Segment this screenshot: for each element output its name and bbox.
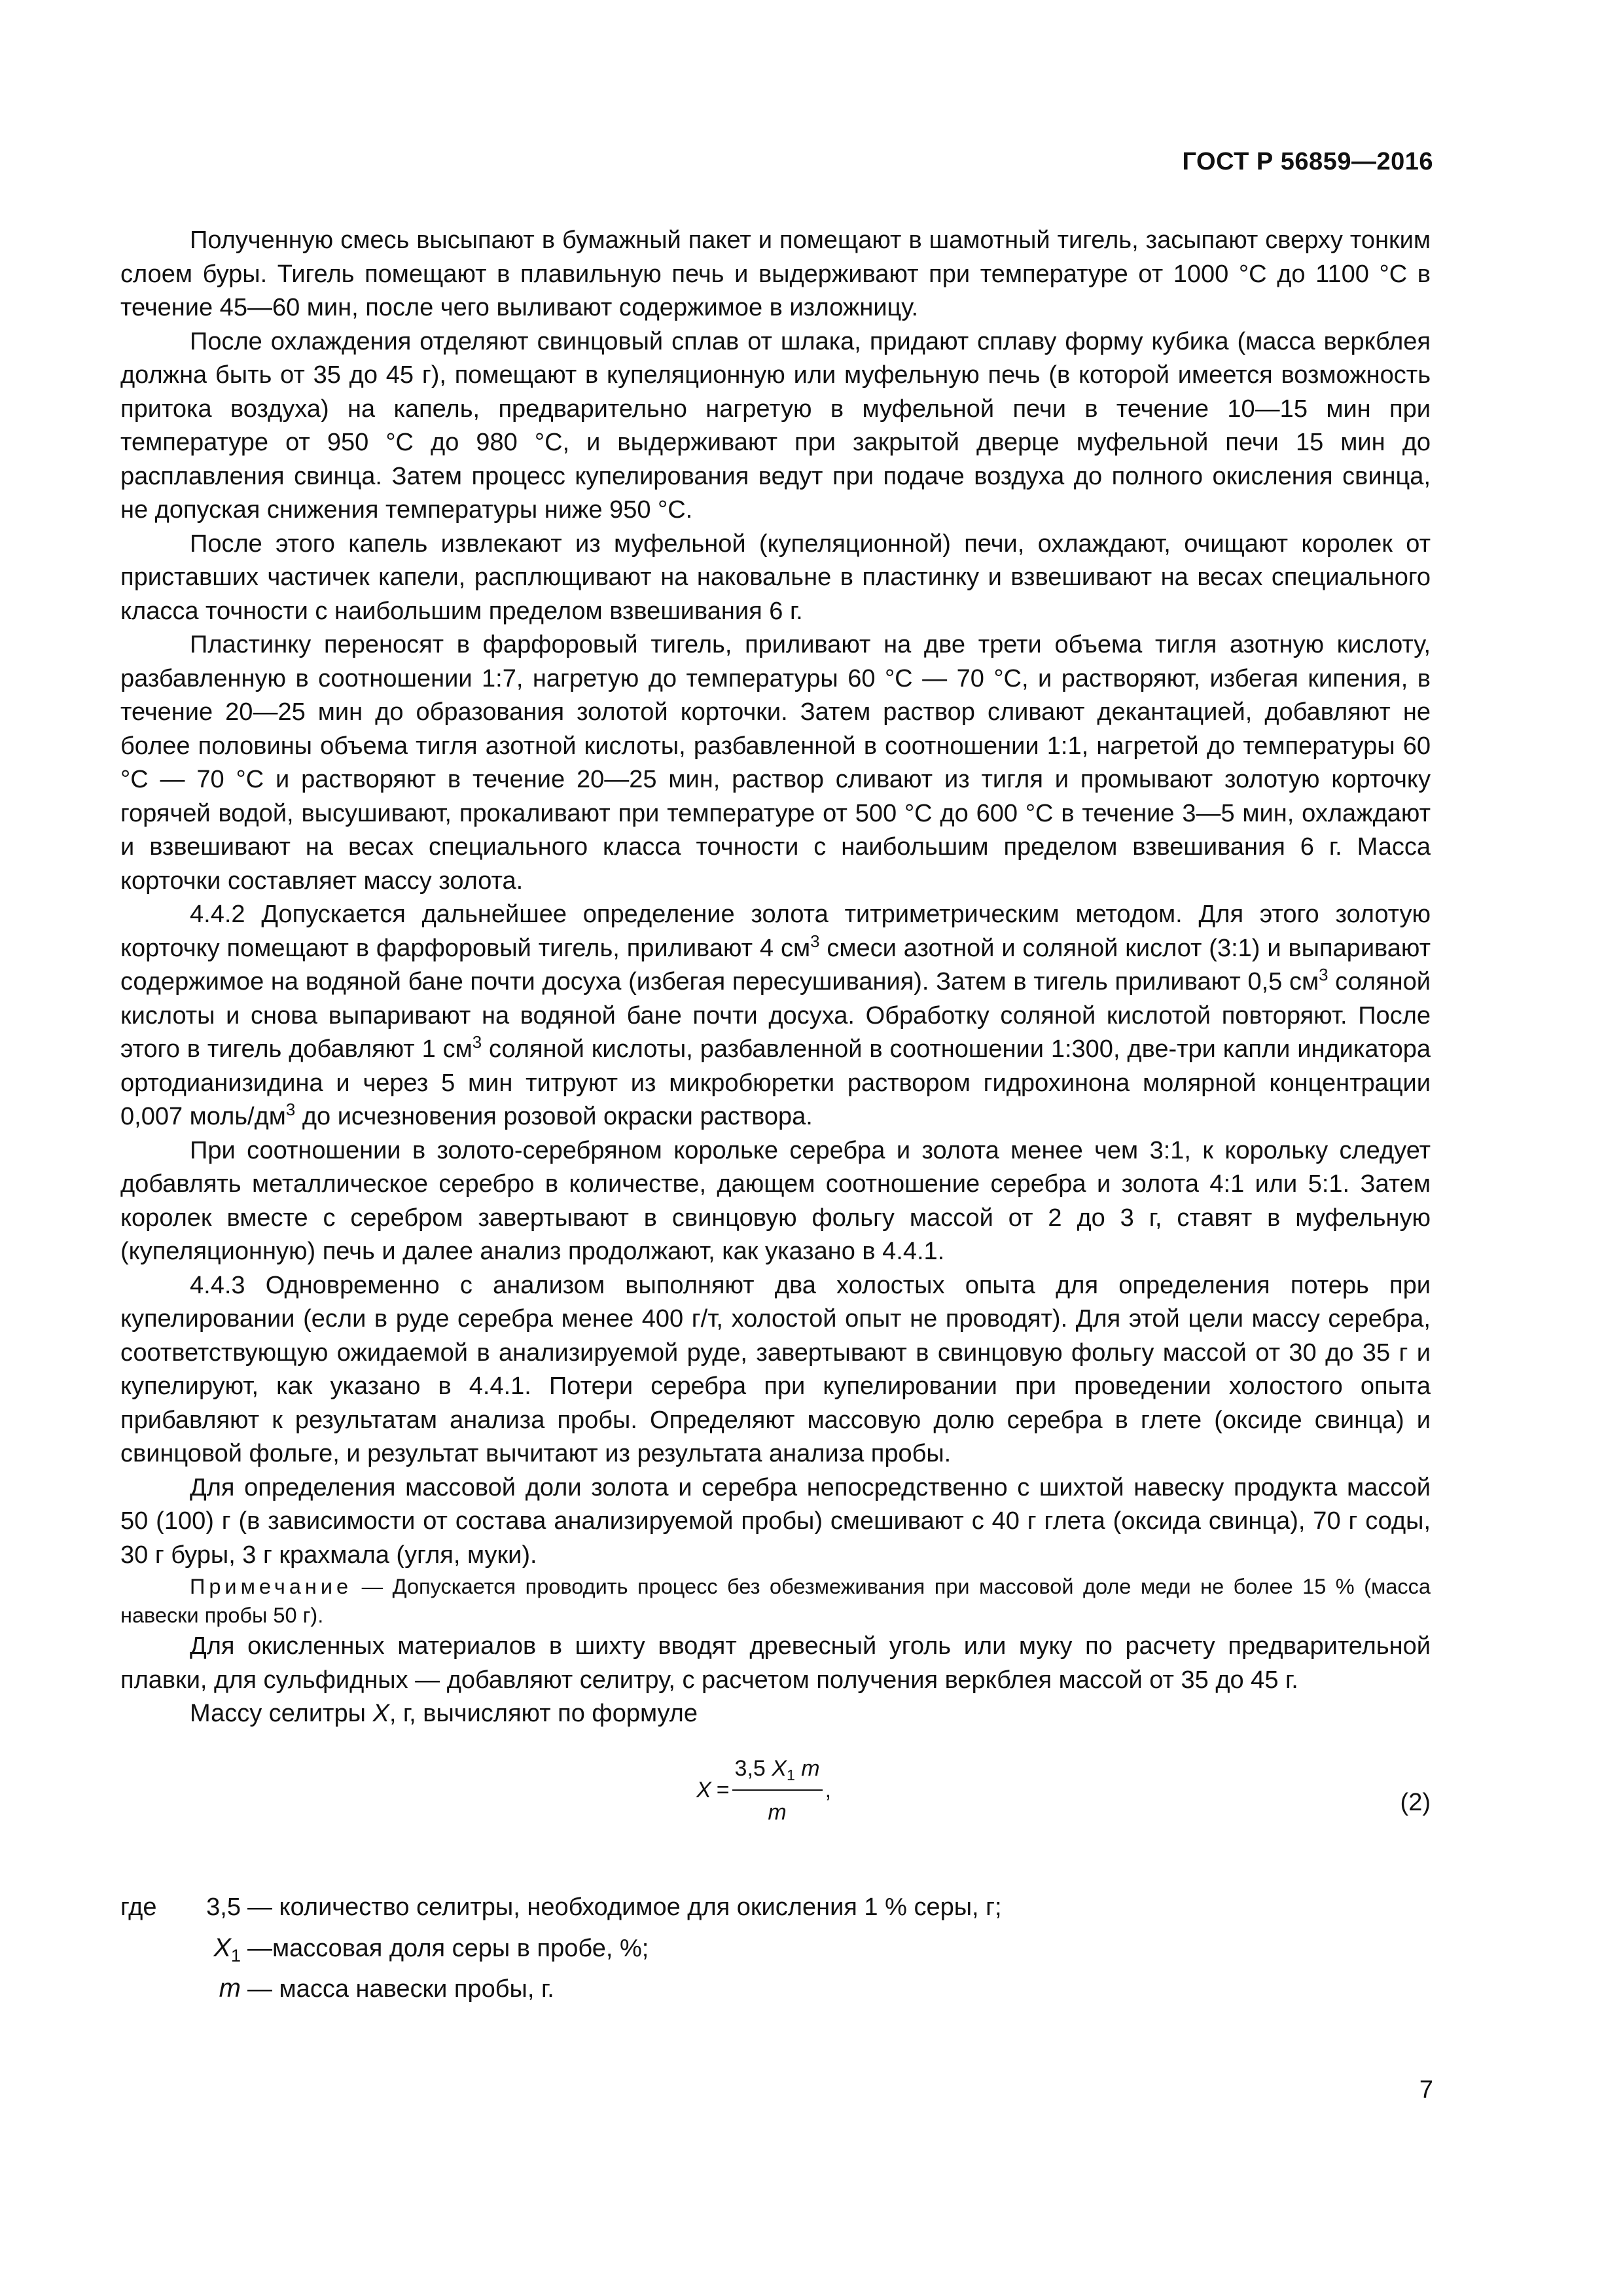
paragraph: Полученную смесь высыпают в бумажный пакет и помещают в шамотный тигель, засыпают сверху тонким слоем буры. Тигель помещают в плавильную печь и выдерживают при температуре от 1000 °С до 1100 °С в течение 45—60 мин, после чего выливают содержимое в изложницу. <box>120 226 1431 321</box>
formula-lhs: X <box>696 1778 711 1803</box>
paragraph: Для окисленных материалов в шихту вводят древесный уголь или муку по расчету предварительной плавки, для сульфидных — добавляют селитру, с расчетом получения веркблея массой от 35 до 45 г. <box>120 1632 1431 1694</box>
variable: X <box>372 1700 389 1727</box>
paragraph-formula-intro <box>120 1697 1431 1731</box>
superscript: 3 <box>810 932 820 951</box>
formula-trailing-comma: , <box>825 1778 832 1803</box>
legend-text: — масса навески пробы, г. <box>247 1975 554 2003</box>
note <box>120 1572 1431 1630</box>
text-segment: до исчезновения розовой окраски раствора. <box>295 1103 813 1130</box>
variable: X <box>213 1933 231 1962</box>
variable-legend <box>120 1891 1431 2013</box>
legend-text: —массовая доля серы в пробе, %; <box>247 1934 649 1962</box>
paragraph: Для определения массовой доли золота и серебра непосредственно с шихтой навеску продукта массой 50 (100) г (в зависимости от состава анализируемой пробы) смешивают с 40 г глета (оксида свинца), 70 г соды, 30 г буры, 3 г крахмала (угля, муки). <box>120 1473 1431 1569</box>
legend-row <box>120 1931 1431 1972</box>
formula-fraction <box>732 1752 823 1830</box>
formula-denominator: m <box>768 1800 787 1825</box>
paragraph: При соотношении в золото-серебряном корольке серебра и золота менее чем 3:1, к корольку следует добавлять металлическое серебро в количестве, дающем соотношение серебра и золота 4:1 или 5:1. Затем королек вместе с серебром завертывают в свинцовую фольгу массой от 2 до 3 г, ставят в муфельную (купеляционную) печь и далее анализ продолжают, как указано в 4.4.1. <box>120 1136 1431 1265</box>
note-text: — Допускается проводить процесс без обезмеживания при массовой доле меди не более 15 % (масса навески пробы 50 г). <box>120 1575 1431 1627</box>
formula-equals: = <box>716 1778 730 1803</box>
superscript: 3 <box>472 1033 482 1052</box>
text-segment: смеси азотной и соляной кислот (3:1) и выпаривают содержимое на водяной бане почти досуха (избегая пересушивания). Затем в тигель приливают 0,5 см <box>120 934 1431 996</box>
legend-symbol: m <box>219 1973 241 2003</box>
text-segment: соляной кислоты, разбавленной в соотношении 1:300, две-три капли индикатора ортодианизидина и через 5 мин титруют из микробюретки раствором гидрохинона молярной концентрации 0,007 моль/дм <box>120 1035 1431 1130</box>
page-number: 7 <box>1419 2076 1433 2104</box>
subscript: 1 <box>230 1945 241 1965</box>
equation-number: (2) <box>1400 1788 1431 1816</box>
superscript: 3 <box>1319 965 1329 984</box>
formula-numerator <box>732 1752 823 1791</box>
document-body <box>120 224 1431 2013</box>
paragraph: После охлаждения отделяют свинцовый сплав от шлака, придают сплаву форму кубика (масса веркблея должна быть от 35 до 45 г), помещают в купеляционную или муфельную печь (в которой имеется возможность притока воздуха) на капель, предварительно нагретую в муфельной печи в течение 10—15 мин при температуре от 950 °С до 980 °С, и выдерживают при закрытой дверце муфельной печи 15 мин до расплавления свинца. Затем процесс купелирования ведут при подаче воздуха до полного окисления свинца, не допуская снижения температуры ниже 950 °С. <box>120 327 1431 524</box>
legend-text: — количество селитры, необходимое для окисления 1 % серы, г; <box>247 1893 1002 1921</box>
legend-row <box>120 1891 1431 1931</box>
formula-block <box>120 1752 1431 1870</box>
paragraph-4-4-3: 4.4.3 Одновременно с анализом выполняют два холостых опыта для определения потерь при купелировании (если в руде серебра менее 400 г/т, холостой опыт не проводят). Для этой цели массу серебра, соответствующую ожидаемой в анализируемой руде, завертывают в свинцовую фольгу массой от 30 до 35 г и купелируют, как указано в 4.4.1. Потери серебра при купелировании при проведении холостого опыта прибавляют к результатам анализа пробы. Определяют массовую долю серебра в глете (оксиде свинца) и свинцовой фольге, и результат вычитают из результата анализа пробы. <box>120 1271 1431 1467</box>
paragraph: Пластинку переносят в фарфоровый тигель, приливают на две трети объема тигля азотную кислоту, разбавленную в соотношении 1:7, нагретую до температуры 60 °С — 70 °С, и растворяют, избегая кипения, в течение 20—25 мин до образования золотой корточки. Затем раствор сливают декантацией, добавляют не более половины объема тигля азотной кислоты, разбавленной в соотношении 1:1, нагретой до температуры 60 °С — 70 °С и растворяют в течение 20—25 мин, раствор сливают из тигля и промывают золотую корточку горячей водой, высушивают, прокаливают при температуре от 500 °С до 600 °С в течение 3—5 мин, охлаждают и взвешивают на весах специального класса точности с наибольшим пределом взвешивания 6 г. Масса корточки составляет массу золота. <box>120 631 1431 895</box>
note-label: Примечание <box>190 1575 353 1598</box>
legend-symbol: 3,5 <box>206 1893 241 1921</box>
text-segment: , г, вычисляют по формуле <box>389 1700 698 1727</box>
legend-symbol <box>175 1931 245 1965</box>
coefficient: 3,5 <box>734 1755 772 1781</box>
legend-row <box>120 1972 1431 2013</box>
formula <box>696 1752 831 1830</box>
legend-lead: где <box>120 1893 157 1921</box>
paragraph: После этого капель извлекают из муфельной (купеляционной) печи, охлаждают, очищают королек от приставших частичек капели, расплющивают на наковальне в пластинку и взвешивают на весах специального класса точности с наибольшим пределом взвешивания 6 г. <box>120 529 1431 625</box>
superscript: 3 <box>285 1100 296 1119</box>
text-segment: Массу селитры <box>190 1700 373 1727</box>
text-segment: 4.4.2 Допускается дальнейшее определение золота титриметрическим методом. Для этого золотую корточку помещают в фарфоровый тигель, приливают 4 см <box>120 901 1431 962</box>
variable: X <box>772 1755 787 1781</box>
paragraph-4-4-2 <box>120 898 1431 1134</box>
document-header: ГОСТ Р 56859—2016 <box>1182 148 1433 175</box>
subscript: 1 <box>786 1766 795 1784</box>
variable: m <box>794 1755 820 1781</box>
text-segment: соляной кислоты и снова выпаривают на водяной бане почти досуха. Обработку соляной кислотой повторяют. После этого в тигель добавляют 1 см <box>120 968 1431 1063</box>
